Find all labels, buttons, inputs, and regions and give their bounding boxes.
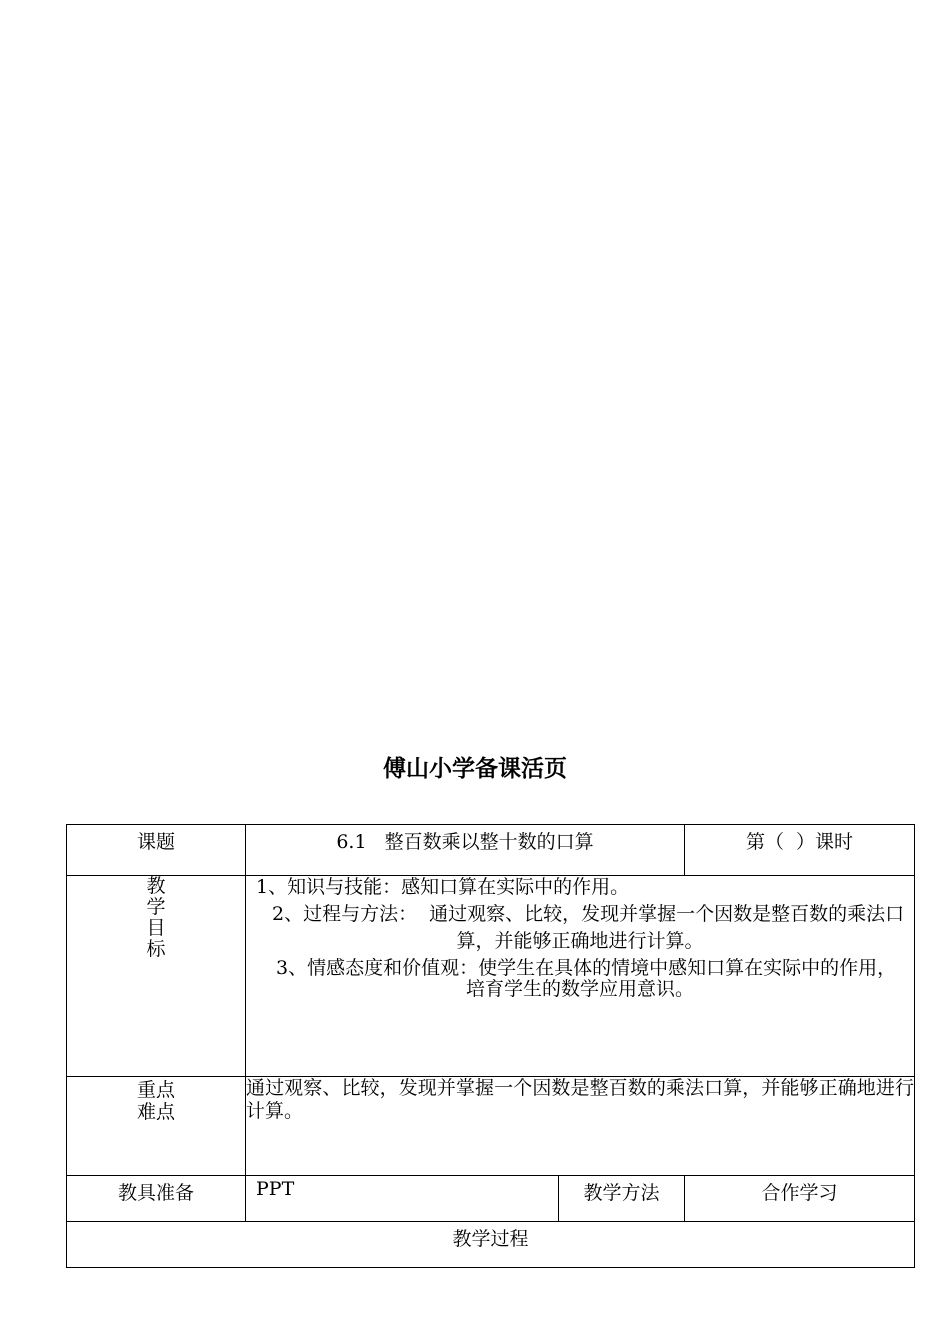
objective-item-2-line-2: 算，并能够正确地进行计算。 [456,930,704,952]
method-label: 教学方法 [559,1176,685,1222]
objectives-label-char: 目 [146,917,166,939]
objective-item-3-line-2: 培育学生的数学应用意识。 [465,978,694,1000]
topic-row [67,825,915,876]
process-label: 教学过程 [67,1222,915,1268]
key-points-label-line: 难点 [136,1101,175,1123]
key-points-text: 通过观察、比较，发现并掌握一个因数是整百数的乘法口算，并能够正确地进行计算。 [246,1077,915,1176]
objectives-label-char: 教 [146,875,166,897]
key-points-label-line: 重点 [136,1079,175,1101]
lesson-plan-table [66,824,915,1268]
method-value: 合作学习 [685,1176,915,1222]
tools-label: 教具准备 [67,1176,246,1222]
objectives-label-char: 学 [146,896,166,918]
objectives-content [246,876,915,1077]
objectives-row [67,876,915,1077]
objectives-label-char: 标 [146,938,166,960]
objective-item-3-line-1: 3、情感态度和价值观：使学生在具体的情境中感知口算在实际中的作用， [276,957,897,979]
lesson-period: 第（ ）课时 [685,825,915,876]
tools-value: PPT [246,1176,559,1222]
topic-label: 课题 [67,825,246,876]
objective-item-1: 1、知识与技能：感知口算在实际中的作用。 [256,876,630,898]
objective-item-2-line-1: 2、过程与方法： 通过观察、比较，发现并掌握一个因数是整百数的乘法口 [272,903,905,925]
topic-value: 6.1 整百数乘以整十数的口算 [246,825,685,876]
page-title: 傅山小学备课活页 [383,756,567,782]
key-points-label [67,1077,246,1176]
key-points-row [67,1077,915,1176]
tools-method-row [67,1176,915,1222]
process-row [67,1222,915,1268]
objectives-label [67,876,246,1077]
